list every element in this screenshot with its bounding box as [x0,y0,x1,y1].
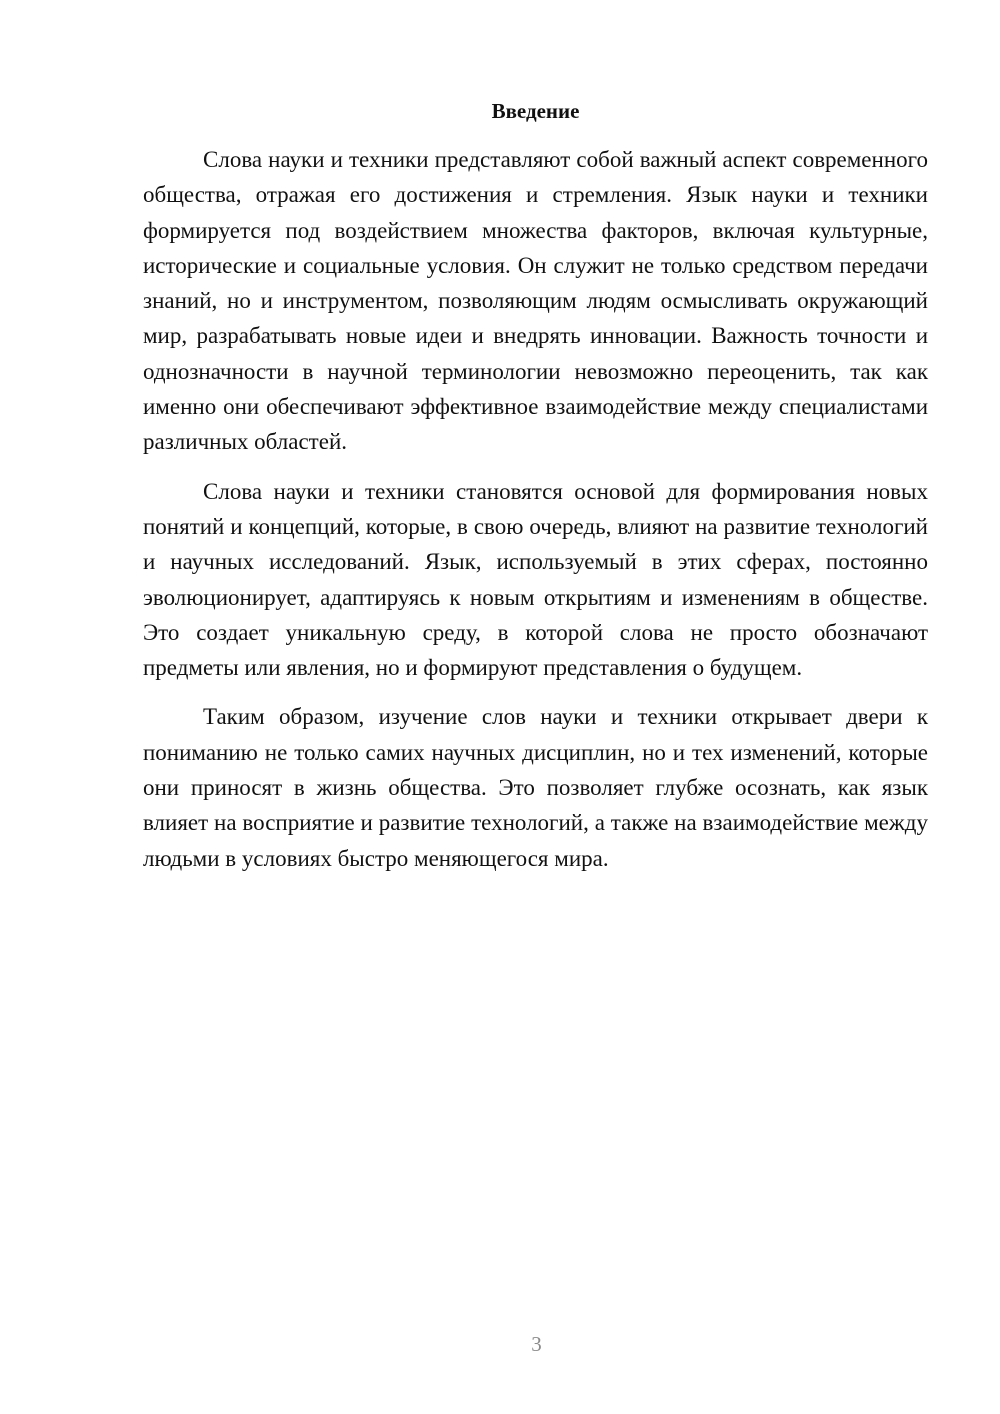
paragraph-1: Слова науки и техники представляют собой важный аспект современного общества, отражая его достижения и стремления. Язык науки и техники формируется под воздействием множества факторов, включая культурные, исторические и социальные условия. Он служит не только средством передачи знаний, но и инструментом, позволяющим людям осмысливать окружающий мир, разрабатывать новые идеи и внедрять инновации. Важность точности и однозначности в научной терминологии невозможно переоценить, так как именно они обеспечивают эффективное взаимодействие между специалистами различных областей. [143,147,928,455]
paragraph-3: Таким образом, изучение слов науки и техники открывает двери к пониманию не только самих научных дисциплин, но и тех изменений, которые они приносят в жизнь общества. Это позволяет глубже осознать, как язык влияет на восприятие и развитие технологий, а также на взаимодействие между людьми в условиях быстро меняющегося мира. [143,704,928,871]
document-body [143,142,928,890]
paragraph-2: Слова науки и техники становятся основой для формирования новых понятий и концепций, которые, в свою очередь, влияют на развитие технологий и научных исследований. Язык, используемый в этих сферах, постоянно эволюционирует, адаптируясь к новым открытиям и изменениям в обществе. Это создает уникальную среду, в которой слова не просто обозначают предметы или явления, но и формируют представления о будущем. [143,478,928,681]
page-number: 3 [531,1332,542,1356]
page-title: Введение [491,99,580,123]
